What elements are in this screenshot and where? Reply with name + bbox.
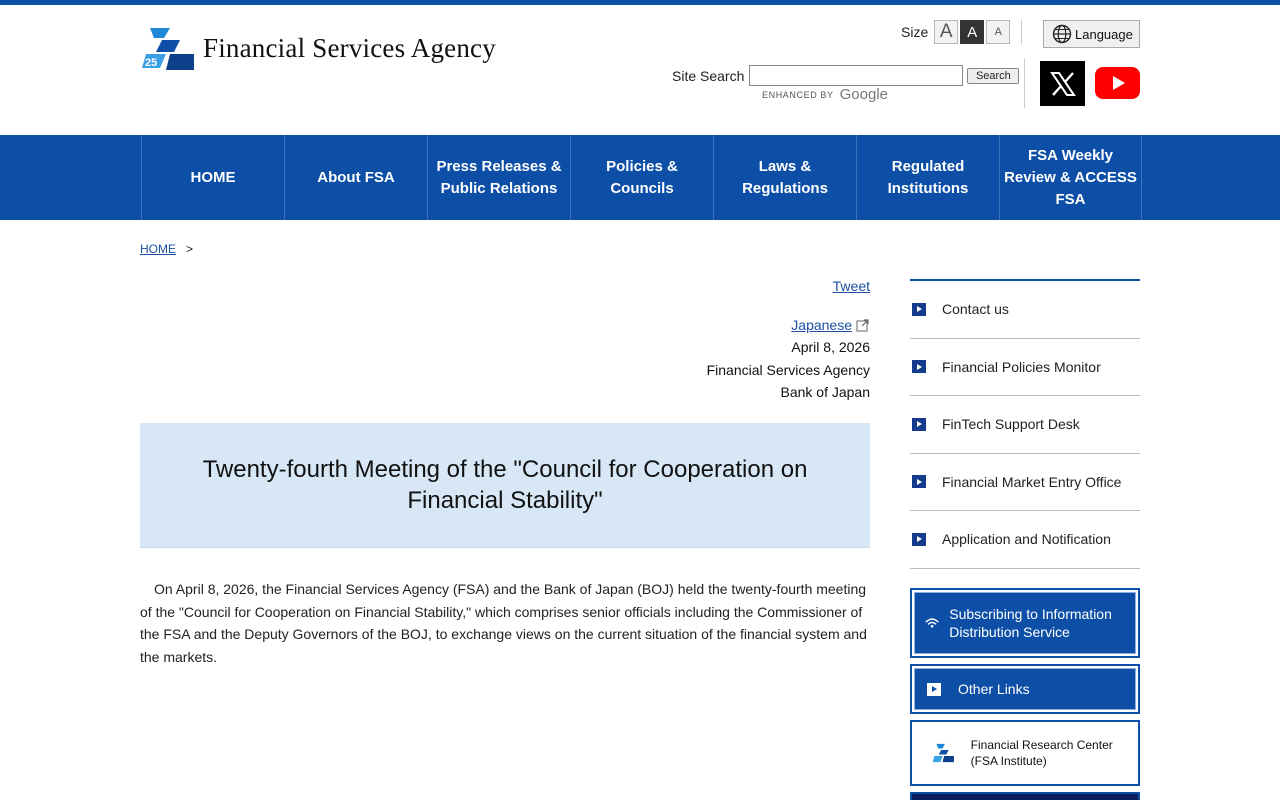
nav-policies-councils[interactable]: Policies & Councils — [570, 135, 713, 220]
size-medium-button[interactable]: A — [960, 20, 984, 44]
fsa-logo[interactable] — [140, 24, 496, 72]
nav-regulated-institutions[interactable]: Regulated Institutions — [856, 135, 999, 220]
sidebar-menu — [910, 279, 1140, 569]
breadcrumb-home-link[interactable]: HOME — [140, 242, 176, 256]
search-button[interactable]: Search — [967, 68, 1019, 84]
fsa-emblem-icon — [932, 740, 955, 766]
external-link-icon — [856, 318, 870, 332]
sidebar-item-policies-monitor[interactable] — [910, 339, 1140, 397]
sidebar-item-label: Contact us — [942, 301, 1009, 318]
language-label: Language — [1075, 26, 1133, 42]
sidebar-item-fintech[interactable] — [910, 396, 1140, 454]
article-title: Twenty-fourth Meeting of the "Council for Cooperation on Financial Stability" — [202, 456, 808, 514]
size-small-button[interactable]: A — [986, 20, 1010, 44]
japanese-link[interactable]: Japanese — [791, 317, 852, 333]
arrow-right-icon — [912, 475, 926, 488]
header-divider — [1021, 20, 1022, 44]
sidebar-item-market-entry[interactable] — [910, 454, 1140, 512]
subscribe-button[interactable] — [910, 588, 1140, 658]
arrow-right-icon — [927, 683, 941, 696]
enhanced-by-google — [762, 86, 888, 103]
breadcrumb — [140, 242, 193, 256]
enhanced-by-label: ENHANCED BY — [762, 89, 834, 100]
globe-icon — [1052, 24, 1072, 44]
nav-weekly-review[interactable]: FSA Weekly Review & ACCESS FSA — [999, 135, 1142, 220]
sidebar-banner[interactable] — [910, 792, 1140, 800]
search-input[interactable] — [749, 65, 963, 86]
japanese-link-wrap — [791, 317, 870, 333]
arrow-right-icon — [912, 418, 926, 431]
youtube-play-icon — [1110, 75, 1126, 91]
size-label: Size — [901, 24, 929, 40]
nav-home[interactable]: HOME — [141, 135, 284, 220]
logo-text: Financial Services Agency — [203, 32, 496, 63]
sidebar-item-application[interactable] — [910, 511, 1140, 569]
x-logo-icon — [1049, 70, 1077, 98]
svg-text:25: 25 — [145, 57, 158, 69]
research-center-banner[interactable] — [910, 720, 1140, 786]
research-center-label: Financial Research Center (FSA Institute) — [970, 738, 1113, 768]
nav-press-releases[interactable]: Press Releases & Public Relations — [427, 135, 570, 220]
youtube-button[interactable] — [1095, 67, 1140, 99]
arrow-right-icon — [912, 303, 926, 316]
nav-about-fsa[interactable]: About FSA — [284, 135, 427, 220]
size-large-button[interactable]: A — [934, 20, 958, 44]
article-body: On April 8, 2026, the Financial Services Agency (FSA) and the Bank of Japan (BOJ) held the twenty-fourth meeting of the "Council for Cooperation on Financial Stability," which comprises senior officials including the Commissioner of the FSA and the Deputy Governors of the BOJ, to exchange views on the current situation of the financial system and the markets. — [140, 581, 867, 665]
sidebar-item-contact[interactable] — [910, 281, 1140, 339]
release-date: April 8, 2026 — [791, 339, 870, 355]
search-label: Site Search — [672, 67, 745, 84]
nav-laws-regulations[interactable]: Laws & Regulations — [713, 135, 856, 220]
main-navigation — [0, 135, 1280, 220]
article-title-box — [140, 423, 870, 548]
google-wordmark: Google — [839, 86, 888, 103]
other-links-label: Other Links — [958, 681, 1030, 697]
fsa-emblem-icon — [140, 24, 195, 72]
sidebar-item-label: Application and Notification — [942, 531, 1111, 548]
header-divider — [1024, 58, 1025, 108]
sidebar-item-label: Financial Market Entry Office — [942, 473, 1122, 490]
top-accent-bar — [0, 0, 1280, 5]
text-size-control — [901, 20, 1012, 44]
tweet-link[interactable]: Tweet — [832, 278, 870, 294]
issuer-fsa: Financial Services Agency — [706, 362, 870, 378]
arrow-right-icon — [912, 360, 926, 373]
other-links-button[interactable] — [910, 664, 1140, 714]
breadcrumb-separator: > — [186, 242, 194, 256]
x-social-button[interactable] — [1040, 61, 1085, 106]
language-button[interactable] — [1043, 20, 1140, 48]
sidebar-item-label: Financial Policies Monitor — [942, 358, 1101, 375]
arrow-right-icon — [912, 533, 926, 546]
site-search — [672, 65, 1019, 86]
subscribe-label: Subscribing to Information Distribution Service — [949, 606, 1112, 640]
issuer-boj: Bank of Japan — [780, 384, 870, 400]
sidebar-item-label: FinTech Support Desk — [942, 416, 1080, 433]
wifi-icon — [925, 614, 939, 632]
tweet-link-wrap — [833, 278, 870, 294]
